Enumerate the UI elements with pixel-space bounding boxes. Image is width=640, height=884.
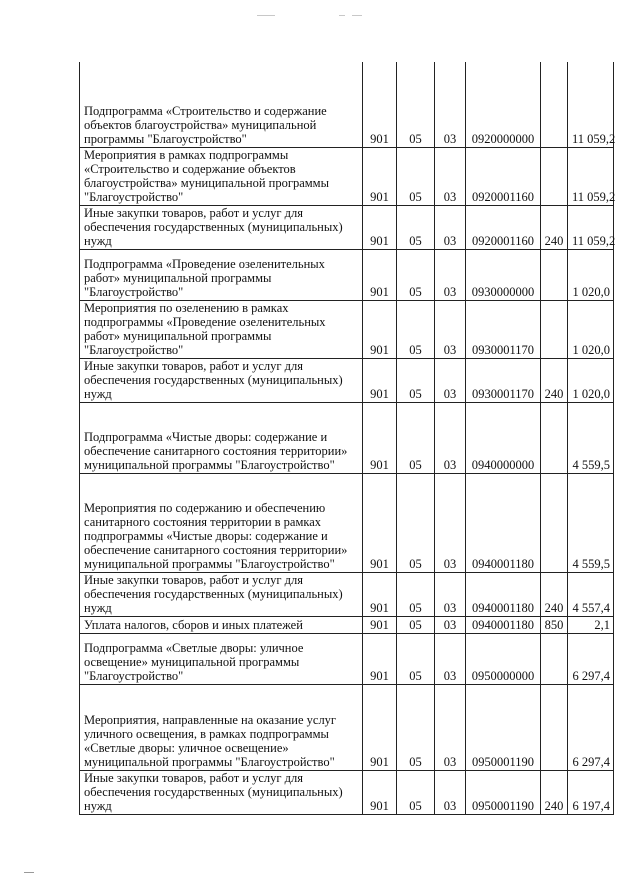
row-sum: 11 059,2 — [568, 62, 614, 147]
table-row — [80, 770, 614, 814]
row-target-code: 0930001170 — [466, 358, 541, 402]
row-sum: 1 020,0 — [568, 249, 614, 300]
row-target-code: 0930000000 — [466, 249, 541, 300]
row-subsection-code: 03 — [435, 358, 466, 402]
row-name: Иные закупки товаров, работ и услуг для обеспечения государственных (муниципальных) нужд — [80, 358, 363, 402]
row-expense-type: 240 — [541, 205, 568, 249]
row-sum: 11 059,2 — [568, 205, 614, 249]
row-sum: 4 557,4 — [568, 572, 614, 616]
row-target-code: 0940001180 — [466, 616, 541, 633]
row-ved-code: 901 — [363, 684, 397, 770]
row-section-code: 05 — [397, 402, 435, 473]
row-ved-code: 901 — [363, 205, 397, 249]
row-subsection-code: 03 — [435, 62, 466, 147]
row-expense-type — [541, 473, 568, 572]
row-target-code: 0920000000 — [466, 62, 541, 147]
table-row — [80, 300, 614, 358]
row-subsection-code: 03 — [435, 300, 466, 358]
row-subsection-code: 03 — [435, 684, 466, 770]
table-row — [80, 616, 614, 633]
budget-allocation-table — [79, 62, 614, 815]
row-subsection-code: 03 — [435, 147, 466, 205]
row-ved-code: 901 — [363, 572, 397, 616]
row-target-code: 0940001180 — [466, 572, 541, 616]
row-name: Иные закупки товаров, работ и услуг для обеспечения государственных (муниципальных) нужд — [80, 770, 363, 814]
row-section-code: 05 — [397, 358, 435, 402]
row-section-code: 05 — [397, 249, 435, 300]
row-expense-type — [541, 300, 568, 358]
row-section-code: 05 — [397, 616, 435, 633]
row-name: Мероприятия по озеленению в рамках подпрограммы «Проведение озеленительных работ» муниципальной программы "Благоустройство" — [80, 300, 363, 358]
scan-artifact-bottom — [24, 872, 34, 873]
row-target-code: 0920001160 — [466, 205, 541, 249]
row-section-code: 05 — [397, 205, 435, 249]
row-ved-code: 901 — [363, 473, 397, 572]
row-target-code: 0950001190 — [466, 684, 541, 770]
row-target-code: 0950000000 — [466, 633, 541, 684]
row-target-code: 0940000000 — [466, 402, 541, 473]
row-expense-type: 240 — [541, 770, 568, 814]
row-expense-type — [541, 402, 568, 473]
row-expense-type: 240 — [541, 358, 568, 402]
table-row — [80, 358, 614, 402]
row-expense-type — [541, 62, 568, 147]
row-expense-type: 850 — [541, 616, 568, 633]
table-row — [80, 62, 614, 147]
row-target-code: 0930001170 — [466, 300, 541, 358]
row-ved-code: 901 — [363, 300, 397, 358]
row-ved-code: 901 — [363, 358, 397, 402]
table-row — [80, 249, 614, 300]
row-subsection-code: 03 — [435, 770, 466, 814]
table-row — [80, 473, 614, 572]
row-subsection-code: 03 — [435, 616, 466, 633]
row-ved-code: 901 — [363, 62, 397, 147]
row-section-code: 05 — [397, 572, 435, 616]
row-expense-type — [541, 633, 568, 684]
row-name: Мероприятия по содержанию и обеспечению санитарного состояния территории в рамках подпрограммы «Чистые дворы: содержание и обеспечение санитарного состояния территории» муниципальной программы "Благоустройство" — [80, 473, 363, 572]
row-name: Иные закупки товаров, работ и услуг для обеспечения государственных (муниципальных) нужд — [80, 205, 363, 249]
row-name: Подпрограмма «Строительство и содержание объектов благоустройства» муниципальной программы "Благоустройство" — [80, 62, 363, 147]
table-row — [80, 147, 614, 205]
table-row — [80, 205, 614, 249]
row-sum: 4 559,5 — [568, 473, 614, 572]
row-expense-type: 240 — [541, 572, 568, 616]
table-row — [80, 572, 614, 616]
row-section-code: 05 — [397, 770, 435, 814]
row-section-code: 05 — [397, 684, 435, 770]
row-subsection-code: 03 — [435, 205, 466, 249]
row-expense-type — [541, 147, 568, 205]
row-sum: 11 059,2 — [568, 147, 614, 205]
row-target-code: 0940001180 — [466, 473, 541, 572]
row-ved-code: 901 — [363, 402, 397, 473]
row-name: Подпрограмма «Чистые дворы: содержание и обеспечение санитарного состояния территории» муниципальной программы "Благоустройство" — [80, 402, 363, 473]
row-name: Подпрограмма «Светлые дворы: уличное освещение» муниципальной программы "Благоустройство" — [80, 633, 363, 684]
row-name: Подпрограмма «Проведение озеленительных работ» муниципальной программы "Благоустройство" — [80, 249, 363, 300]
row-expense-type — [541, 249, 568, 300]
row-section-code: 05 — [397, 147, 435, 205]
row-sum: 6 297,4 — [568, 633, 614, 684]
row-subsection-code: 03 — [435, 633, 466, 684]
row-subsection-code: 03 — [435, 473, 466, 572]
row-section-code: 05 — [397, 633, 435, 684]
row-name: Мероприятия в рамках подпрограммы «Строительство и содержание объектов благоустройства» муниципальной программы "Благоустройство" — [80, 147, 363, 205]
table-row — [80, 684, 614, 770]
row-section-code: 05 — [397, 62, 435, 147]
row-section-code: 05 — [397, 300, 435, 358]
row-sum: 4 559,5 — [568, 402, 614, 473]
row-ved-code: 901 — [363, 249, 397, 300]
row-expense-type — [541, 684, 568, 770]
table-row — [80, 402, 614, 473]
row-sum: 6 197,4 — [568, 770, 614, 814]
table-row — [80, 633, 614, 684]
row-sum: 2,1 — [568, 616, 614, 633]
row-ved-code: 901 — [363, 770, 397, 814]
row-section-code: 05 — [397, 473, 435, 572]
row-sum: 1 020,0 — [568, 358, 614, 402]
row-ved-code: 901 — [363, 633, 397, 684]
row-subsection-code: 03 — [435, 572, 466, 616]
row-subsection-code: 03 — [435, 249, 466, 300]
row-ved-code: 901 — [363, 616, 397, 633]
row-target-code: 0950001190 — [466, 770, 541, 814]
row-name: Мероприятия, направленные на оказание услуг уличного освещения, в рамках подпрограммы «Светлые дворы: уличное освещение» муниципальной программы "Благоустройство" — [80, 684, 363, 770]
row-name: Уплата налогов, сборов и иных платежей — [80, 616, 363, 633]
row-subsection-code: 03 — [435, 402, 466, 473]
row-ved-code: 901 — [363, 147, 397, 205]
row-sum: 1 020,0 — [568, 300, 614, 358]
row-sum: 6 297,4 — [568, 684, 614, 770]
scan-artifact-top — [255, 6, 375, 14]
row-name: Иные закупки товаров, работ и услуг для обеспечения государственных (муниципальных) нужд — [80, 572, 363, 616]
row-target-code: 0920001160 — [466, 147, 541, 205]
